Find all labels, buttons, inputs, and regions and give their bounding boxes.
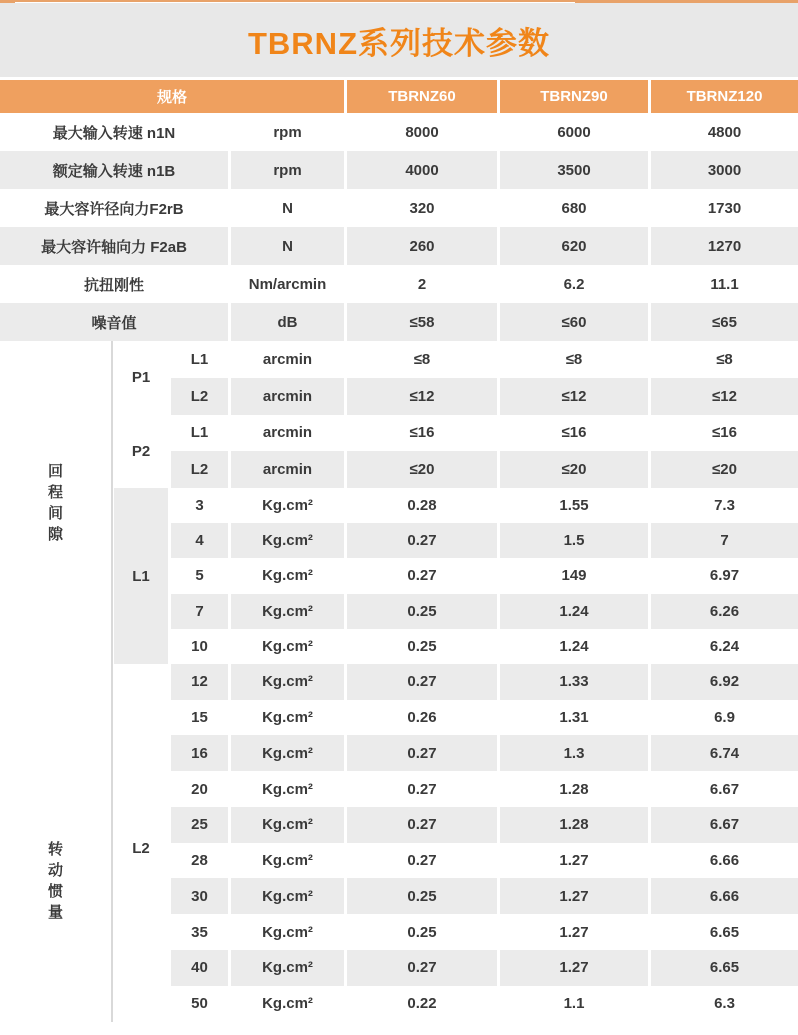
- unit-cell: Kg.cm²: [231, 664, 344, 700]
- stage-cell: L1: [190, 350, 209, 368]
- value-cell: 149: [561, 567, 587, 585]
- value-cell: 1.31: [559, 709, 589, 727]
- ratio-cell: 3: [195, 497, 204, 515]
- value-cell: 1.27: [559, 923, 589, 941]
- unit-cell: Kg.cm²: [262, 995, 313, 1013]
- unit-cell: N: [282, 199, 293, 217]
- value-cell: 1.33: [500, 664, 648, 700]
- ratio-cell: 16: [171, 735, 228, 771]
- stage-cell: L2: [171, 378, 228, 415]
- value-cell: 320: [409, 199, 435, 217]
- value-cell: 2: [417, 275, 427, 293]
- value-cell: 0.27: [407, 567, 437, 585]
- table-row: [0, 303, 798, 341]
- value-cell: 0.27: [347, 807, 497, 843]
- value-cell: 0.27: [347, 523, 497, 558]
- ratio-cell: 15: [191, 709, 208, 727]
- value-cell: 6.3: [714, 995, 735, 1013]
- unit-cell: arcmin: [262, 424, 313, 442]
- ratio-cell: 35: [191, 923, 208, 941]
- value-cell: 6000: [557, 123, 591, 141]
- value-cell: 7.3: [714, 497, 735, 515]
- value-cell: 8000: [405, 123, 439, 141]
- unit-cell: Kg.cm²: [231, 523, 344, 558]
- value-cell: 6.92: [651, 664, 798, 700]
- unit-cell: Kg.cm²: [231, 807, 344, 843]
- value-cell: 0.28: [407, 497, 437, 515]
- value-cell: 3000: [651, 151, 798, 189]
- backlash-section-label: [0, 341, 111, 664]
- spec-label-cell: 抗扭刚性: [83, 276, 144, 294]
- value-cell: 260: [347, 227, 497, 265]
- value-cell: 1.3: [500, 735, 648, 771]
- value-cell: 620: [500, 227, 648, 265]
- value-cell: ≤8: [716, 350, 733, 368]
- gear-stage-l2-cell: [114, 664, 168, 1022]
- unit-cell: Kg.cm²: [231, 735, 344, 771]
- value-cell: 0.27: [407, 780, 437, 798]
- value-cell: ≤12: [500, 378, 648, 415]
- ratio-cell: 28: [191, 852, 208, 870]
- table-row: [0, 151, 798, 189]
- value-cell: 6.26: [651, 594, 798, 629]
- value-cell: 6.9: [714, 709, 735, 727]
- backlash-section-label-text: 回程间隙: [47, 462, 63, 543]
- ratio-cell: 4: [171, 523, 228, 558]
- value-cell: ≤60: [500, 303, 648, 341]
- stage-cell: L1: [190, 424, 209, 442]
- precision-grade-p1-cell: P1: [131, 369, 151, 387]
- table-row: [0, 227, 798, 265]
- spec-label-cell: 最大容许径向力F2rB: [44, 200, 184, 218]
- value-cell: 6.2: [563, 275, 585, 293]
- value-cell: 0.27: [407, 852, 437, 870]
- value-cell: 1.24: [559, 637, 589, 655]
- unit-cell: rpm: [273, 123, 302, 141]
- spec-label-cell: 额定输入转速 n1B: [0, 151, 228, 189]
- ratio-cell: 10: [191, 637, 208, 655]
- value-cell: 0.26: [407, 709, 437, 727]
- left-column-divider: [111, 341, 113, 1022]
- unit-cell: Kg.cm²: [231, 950, 344, 986]
- value-cell: 6.97: [709, 567, 740, 585]
- value-cell: 4000: [347, 151, 497, 189]
- ratio-cell: 5: [195, 567, 204, 585]
- header-model-tbrnz120: TBRNZ120: [651, 80, 798, 113]
- value-cell: 1.1: [563, 995, 585, 1013]
- value-cell: 1.24: [500, 594, 648, 629]
- table-row: [0, 265, 798, 303]
- value-cell: ≤16: [712, 424, 737, 442]
- value-cell: ≤20: [500, 451, 648, 488]
- table-body: [0, 113, 798, 1022]
- value-cell: ≤58: [347, 303, 497, 341]
- value-cell: ≤65: [651, 303, 798, 341]
- spec-label-cell: 最大容许轴向力 F2aB: [0, 227, 228, 265]
- value-cell: ≤12: [651, 378, 798, 415]
- unit-cell: N: [231, 227, 344, 265]
- value-cell: 0.25: [347, 878, 497, 914]
- value-cell: 0.25: [407, 923, 437, 941]
- value-cell: 1.55: [559, 497, 589, 515]
- value-cell: ≤8: [565, 350, 583, 368]
- value-cell: 0.25: [407, 637, 437, 655]
- value-cell: 680: [561, 199, 587, 217]
- header-model-tbrnz90: TBRNZ90: [500, 80, 648, 113]
- ratio-cell: 30: [171, 878, 228, 914]
- unit-cell: Kg.cm²: [262, 923, 313, 941]
- ratio-cell: 50: [191, 995, 208, 1013]
- value-cell: ≤12: [347, 378, 497, 415]
- spec-label-cell: 最大输入转速 n1N: [52, 124, 176, 142]
- value-cell: 0.27: [347, 735, 497, 771]
- unit-cell: Kg.cm²: [262, 497, 313, 515]
- value-cell: ≤20: [347, 451, 497, 488]
- value-cell: 7: [651, 523, 798, 558]
- value-cell: 1270: [651, 227, 798, 265]
- unit-cell: dB: [231, 303, 344, 341]
- gear-stage-l1-cell: L1: [114, 488, 168, 664]
- unit-cell: Kg.cm²: [231, 878, 344, 914]
- value-cell: 3500: [500, 151, 648, 189]
- gear-stage-l2-label-text: L2: [132, 840, 150, 857]
- value-cell: 0.27: [347, 950, 497, 986]
- ratio-cell: 12: [171, 664, 228, 700]
- ratio-cell: 7: [171, 594, 228, 629]
- title-band: [0, 3, 798, 77]
- value-cell: 11.1: [710, 275, 739, 293]
- value-cell: 0.25: [347, 594, 497, 629]
- ratio-cell: 25: [171, 807, 228, 843]
- value-cell: 1.27: [559, 852, 589, 870]
- unit-cell: Kg.cm²: [262, 852, 313, 870]
- stage-cell: L2: [171, 451, 228, 488]
- unit-cell: Kg.cm²: [262, 567, 313, 585]
- value-cell: 6.24: [709, 637, 740, 655]
- ratio-cell: 40: [171, 950, 228, 986]
- unit-cell: arcmin: [231, 451, 344, 488]
- value-cell: ≤8: [413, 350, 431, 368]
- header-spec-cell: 规格: [0, 80, 344, 113]
- precision-grade-p2-cell: P2: [131, 442, 151, 460]
- value-cell: 0.27: [347, 664, 497, 700]
- unit-cell: Kg.cm²: [262, 637, 313, 655]
- page-title: TBRNZ系列技术参数: [247, 25, 551, 61]
- value-cell: 1.28: [559, 780, 589, 798]
- value-cell: ≤20: [651, 451, 798, 488]
- table-row: [0, 189, 798, 227]
- unit-cell: Kg.cm²: [262, 780, 313, 798]
- header-model-tbrnz60: TBRNZ60: [347, 80, 497, 113]
- value-cell: 6.66: [651, 878, 798, 914]
- unit-cell: arcmin: [262, 350, 313, 368]
- table-header: [0, 80, 798, 113]
- unit-cell: Kg.cm²: [262, 709, 313, 727]
- value-cell: 1.5: [500, 523, 648, 558]
- unit-cell: rpm: [231, 151, 344, 189]
- value-cell: 1.27: [500, 878, 648, 914]
- value-cell: 0.22: [407, 995, 437, 1013]
- inertia-section-label-text: 转动惯量: [47, 841, 63, 921]
- value-cell: 6.67: [709, 780, 740, 798]
- value-cell: 1730: [707, 199, 742, 217]
- value-cell: ≤16: [561, 424, 587, 442]
- ratio-cell: 20: [191, 780, 208, 798]
- value-cell: 1.27: [500, 950, 648, 986]
- value-cell: 6.67: [651, 807, 798, 843]
- unit-cell: Kg.cm²: [231, 594, 344, 629]
- inertia-section-label: [0, 664, 111, 1022]
- value-cell: ≤16: [409, 424, 435, 442]
- value-cell: 1.28: [500, 807, 648, 843]
- spec-label-cell: 噪音值: [0, 303, 228, 341]
- value-cell: 4800: [707, 123, 742, 141]
- value-cell: 6.65: [709, 923, 740, 941]
- unit-cell: Nm/arcmin: [248, 275, 327, 293]
- value-cell: 6.65: [651, 950, 798, 986]
- value-cell: 6.66: [709, 852, 740, 870]
- table-row: [0, 113, 798, 151]
- unit-cell: arcmin: [231, 378, 344, 415]
- value-cell: 6.74: [651, 735, 798, 771]
